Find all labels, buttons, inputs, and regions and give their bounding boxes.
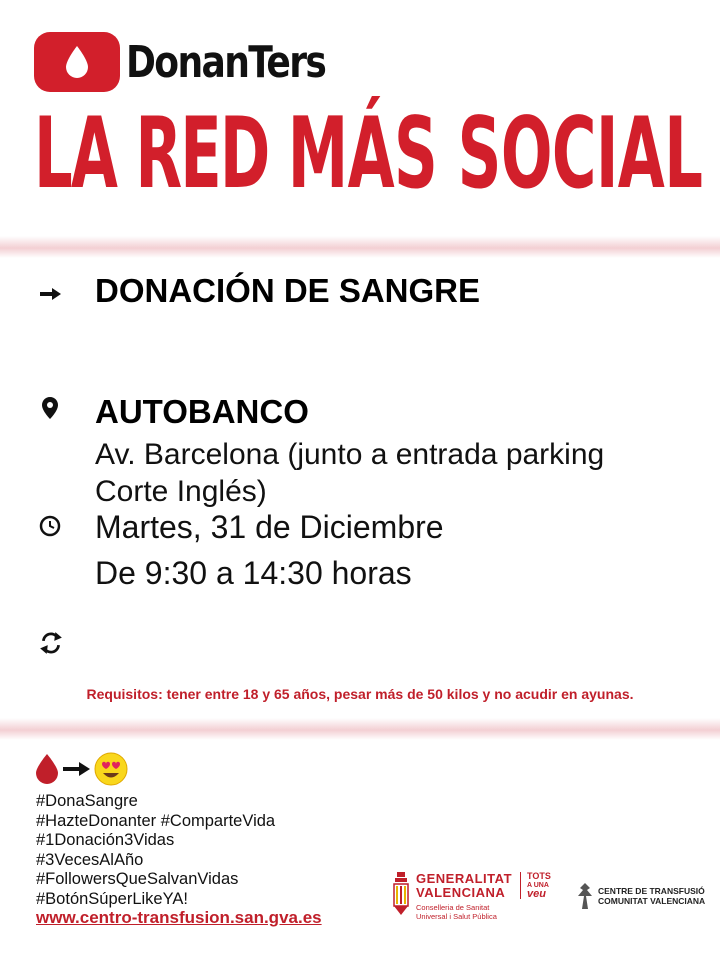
donanters-logo [34,30,369,94]
logo-badge [34,32,120,92]
hashtag-item: #DonaSangre [36,792,138,810]
motto-line1: TOTS [527,871,551,881]
arrow-right-icon [38,282,62,306]
donation-emoji-row [34,752,128,786]
generalitat-logo [392,872,560,921]
venue-address-line2: Corte Inglés) [95,475,267,508]
hashtag-item: #FollowersQueSalvanVidas [36,870,239,888]
headline-part2: MÁS SOCIAL [287,97,703,211]
centre-line2: COMUNITAT VALENCIANA [598,896,706,906]
motto-line3: veu [527,888,546,900]
centre-emblem-icon [576,882,594,910]
refresh-icon [38,630,64,656]
headline-part1: LA RED [34,97,288,211]
divider-band-top [0,236,720,258]
requirements-note: Requisitos: tener entre 18 y 65 años, pesar más de 50 kilos y no acudir en ayunas. [86,686,634,702]
generalitat-line2: VALENCIANA [416,885,506,900]
generalitat-line1: GENERALITAT [416,871,513,886]
hashtag-item: #1Donación3Vidas [36,831,175,849]
hashtag-item: #3VecesAlAño [36,850,144,869]
website-link[interactable]: www.centro-transfusion.san.gva.es [36,908,322,927]
divider-band-bottom [0,718,720,740]
clock-icon [38,514,62,538]
centre-line1: CENTRE DE TRANSFUSIÓ [598,886,705,896]
centre-transfusio-logo [576,882,705,910]
conselleria-line2: Universal i Salut Pública [416,912,497,921]
venue-name: AUTOBANCO [95,393,309,430]
venue-address-line1: Av. Barcelona (junto a entrada parking [95,438,605,471]
event-hours: De 9:30 a 14:30 horas [95,555,412,591]
arrow-right-icon [62,759,92,779]
blood-drop-icon [64,45,90,79]
hashtag-list [36,792,275,909]
motto-line2: A UNA [527,882,549,889]
blood-drop-icon [34,753,60,785]
hashtag-item: #BotónSúperLikeYA! [36,889,188,908]
motto [520,872,560,899]
headline [34,97,703,211]
event-date: Martes, 31 de Diciembre [95,509,444,545]
generalitat-crest-icon [392,872,410,916]
heart-eyes-emoji-icon [94,752,128,786]
hashtag-item: #HazteDonanter #ComparteVida [36,811,276,830]
location-pin-icon [38,396,62,420]
event-type: DONACIÓN DE SANGRE [95,272,481,309]
brand-name: DonanTers [126,36,326,88]
conselleria-line1: Conselleria de Sanitat [416,903,490,912]
